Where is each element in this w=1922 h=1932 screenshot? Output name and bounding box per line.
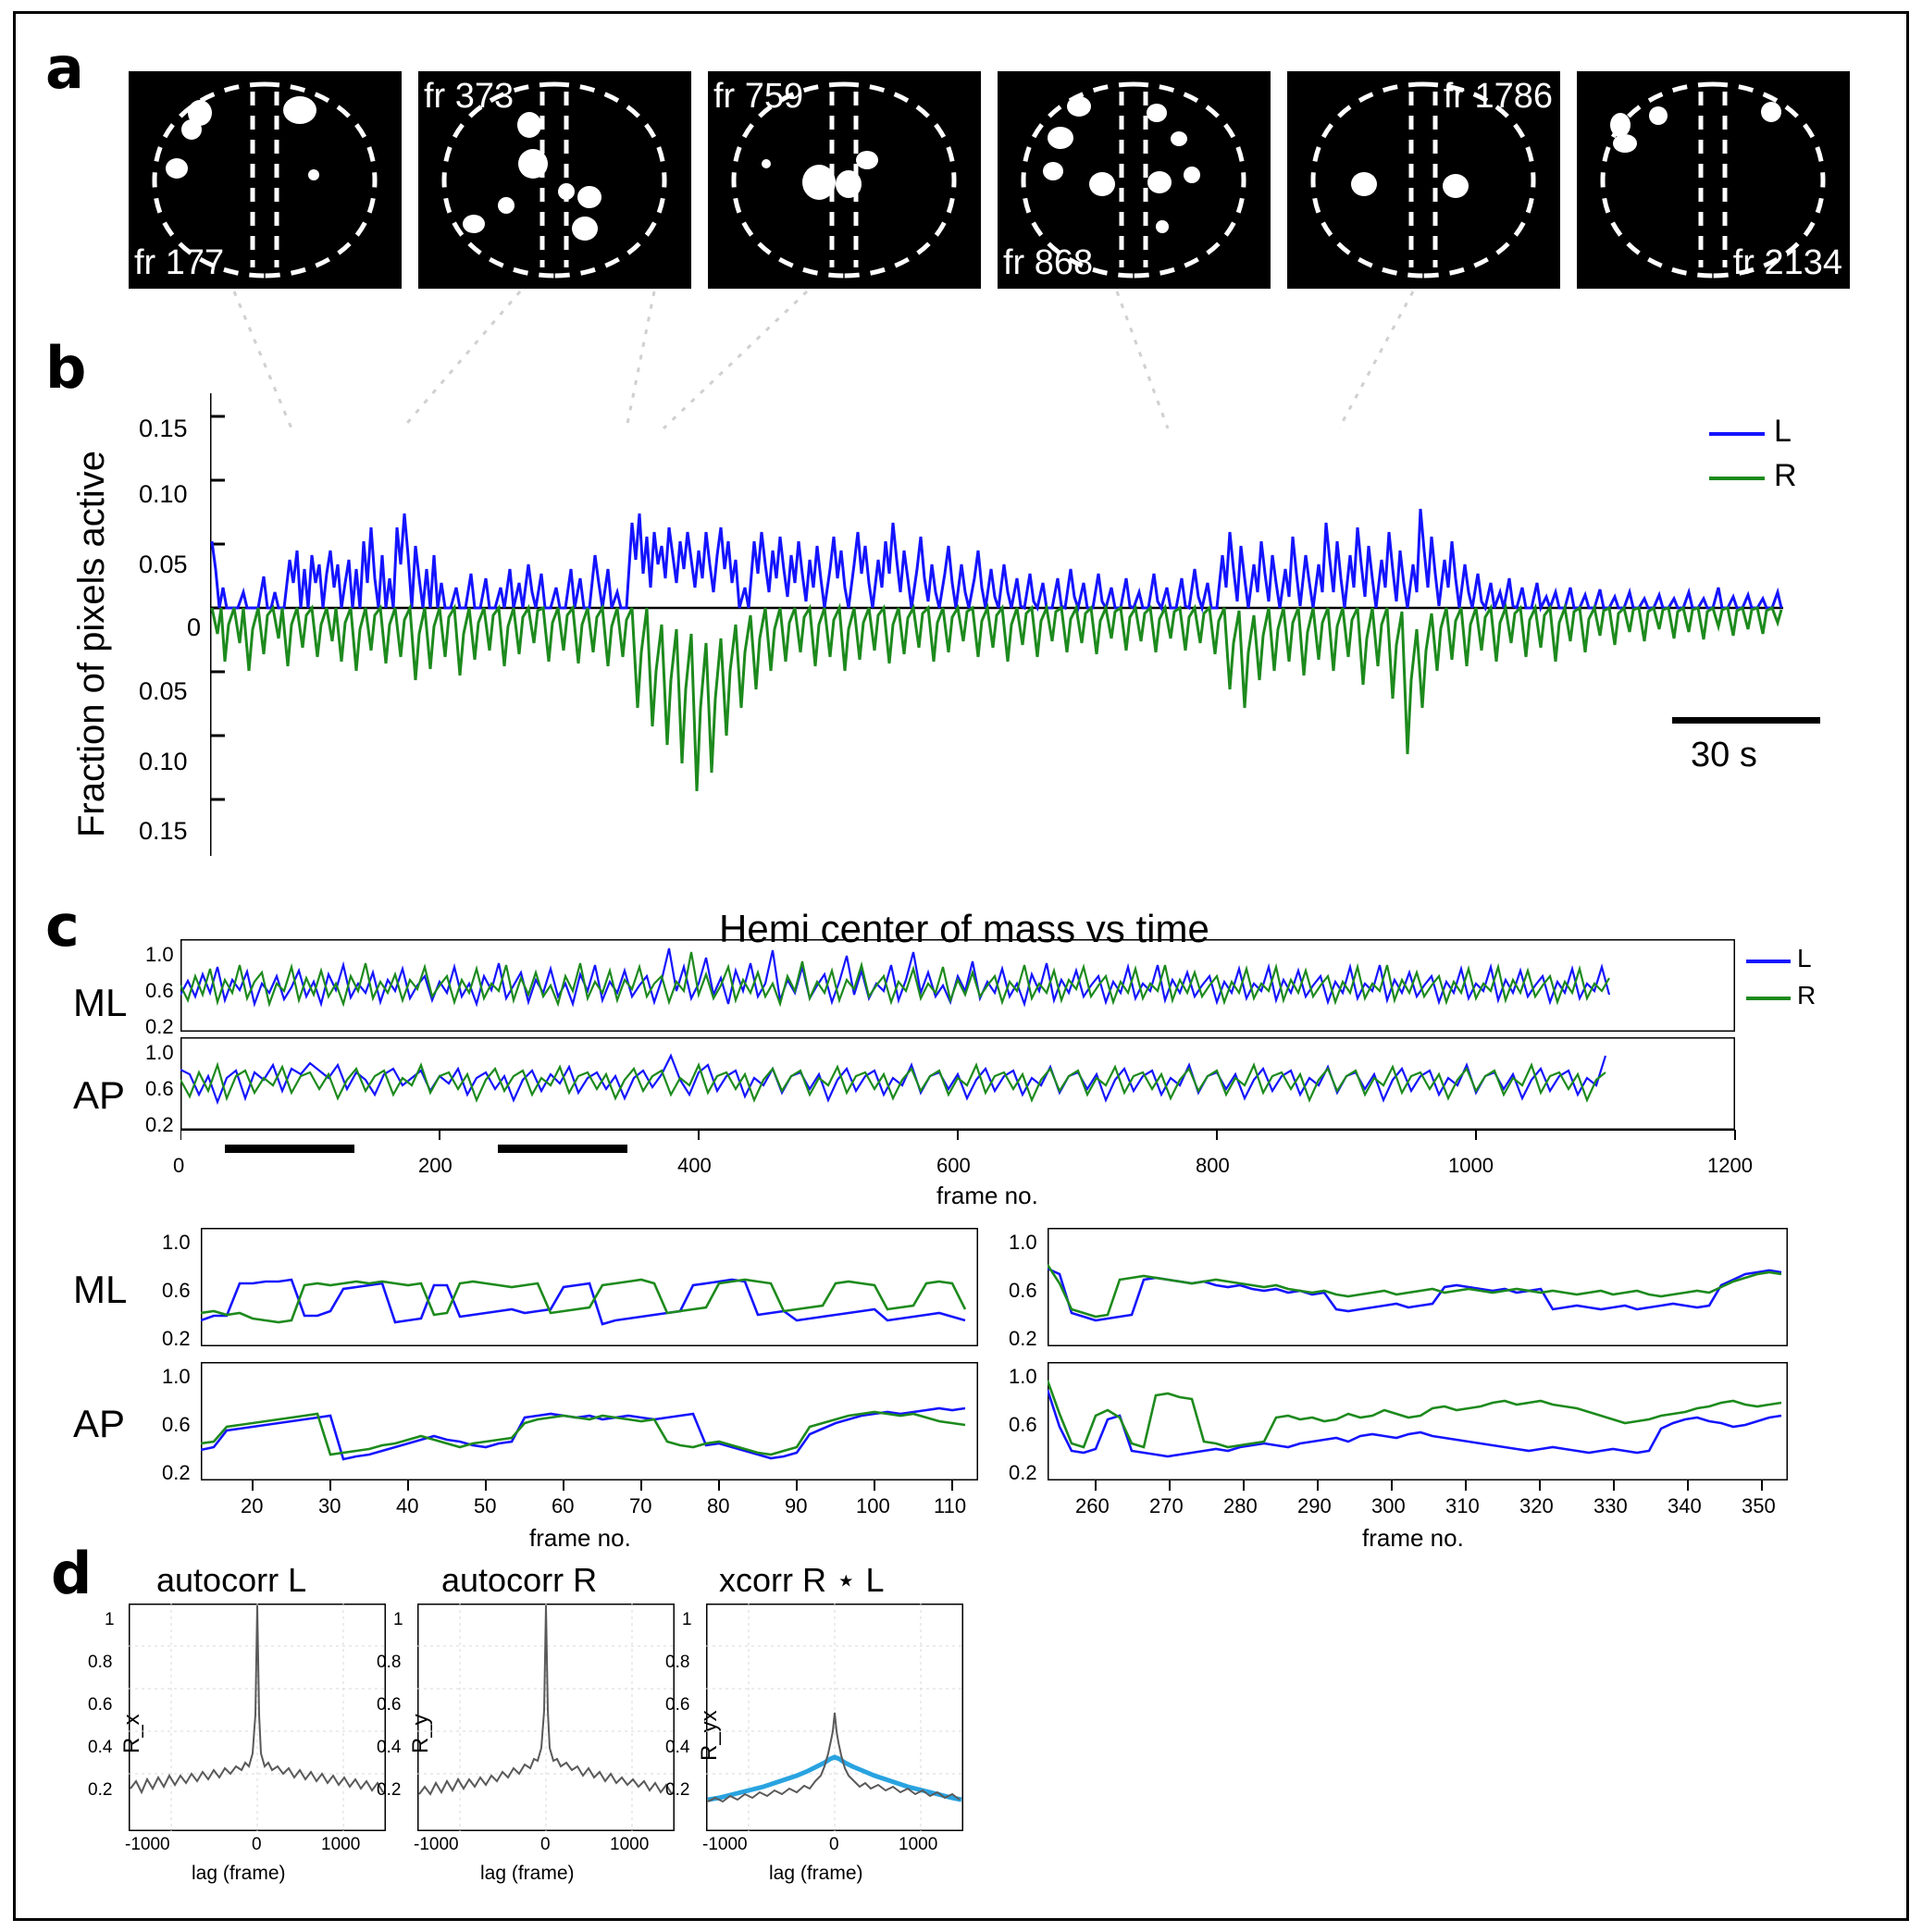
panel-c-zl-xtick-7: 90: [785, 1494, 808, 1517]
panel-c-zl-ml-ytick-0: 1.0: [162, 1231, 191, 1254]
panel-c-zoomright-ml-plot: [1048, 1228, 1788, 1346]
panel-c-zr-xtick-7: 330: [1593, 1494, 1628, 1517]
panel-c-overview-ap-plot: [180, 1037, 1735, 1130]
panel-c-zl-ml-ytick-2: 0.2: [162, 1327, 191, 1350]
panel-c-zr-xtick-3: 290: [1297, 1494, 1332, 1517]
panel-c-zl-ap-ytick-0: 1.0: [162, 1365, 191, 1388]
panel-b-ytick-1: 0.10: [139, 480, 188, 508]
panel-b-ytick-6: 0.15: [139, 817, 188, 845]
panel-c-zr-xtick-6: 320: [1519, 1494, 1554, 1517]
panel-d-ytick-2-2: 0.6: [665, 1695, 690, 1715]
brain-frame-label-0: fr 177: [134, 243, 225, 282]
panel-d-ytick-0-1: 0.8: [88, 1653, 113, 1672]
panel-c-legend-line-R: [1746, 997, 1791, 1000]
panel-c-zr-ap-ytick-2: 0.2: [1009, 1461, 1037, 1484]
panel-d-xtick-0-2: 1000: [321, 1835, 361, 1854]
panel-c-ov-xtick-3: 600: [936, 1154, 971, 1177]
panel-c-ov-xtick-4: 800: [1196, 1154, 1230, 1177]
panel-d-ylabel-0: R_x: [119, 1714, 144, 1753]
panel-c-ov-ap-ytick-2: 0.2: [145, 1113, 174, 1136]
panel-d-ytick-0-4: 0.2: [88, 1780, 113, 1800]
panel-c-zl-xtick-2: 40: [396, 1494, 419, 1517]
panel-c-zr-xtick-1: 270: [1149, 1494, 1184, 1517]
panel-d-ytick-0-0: 1: [105, 1610, 115, 1629]
panel-c-legend-label-L: L: [1797, 944, 1812, 972]
panel-c-ov-xtick-0: 0: [173, 1154, 185, 1177]
panel-d-ytick-2-4: 0.2: [665, 1780, 690, 1800]
panel-c-ov-ap-ytick-1: 0.6: [145, 1077, 174, 1100]
brain-frame-label-5: fr 2134: [1732, 243, 1842, 282]
panel-c-zoomright-xaxis: [1048, 1480, 1806, 1493]
panel-c-zl-xtick-3: 50: [474, 1494, 497, 1517]
panel-c-ov-ml-ytick-0: 1.0: [145, 943, 174, 966]
panel-c-zl-xtick-5: 70: [629, 1494, 652, 1517]
panel-c-ov-ml-ytick-2: 0.2: [145, 1015, 174, 1038]
brain-frame-label-1: fr 373: [424, 77, 515, 116]
panel-c-zl-ml-ytick-1: 0.6: [162, 1279, 191, 1302]
panel-d-title-2: xcorr R ⋆ L: [719, 1561, 885, 1599]
panel-c-ov-xtick-5: 1000: [1448, 1154, 1494, 1177]
panel-b-legend-label-R: R: [1774, 458, 1797, 493]
panel-c-zr-ml-ytick-2: 0.2: [1009, 1327, 1037, 1350]
panel-d-plot-2: [706, 1604, 963, 1831]
panel-d-xtick-2-2: 1000: [899, 1835, 938, 1854]
brain-frame-label-2: fr 759: [713, 77, 804, 116]
panel-c-ov-xtick-2: 400: [677, 1154, 712, 1177]
panel-c-zl-ap-ytick-1: 0.6: [162, 1413, 191, 1436]
panel-b-ytick-2: 0.05: [139, 551, 188, 578]
panel-d-xlabel-2: lag (frame): [769, 1863, 863, 1884]
panel-c-zr-xtick-8: 340: [1668, 1494, 1702, 1517]
panel-c-zl-xtick-0: 20: [241, 1494, 264, 1517]
panel-b-ytick-4: 0.05: [139, 677, 188, 705]
panel-d-ytick-2-3: 0.4: [665, 1738, 690, 1757]
panel-c-zr-xtick-2: 280: [1223, 1494, 1258, 1517]
panel-b-ytick-0: 0.15: [139, 415, 188, 442]
panel-c-zoom-row-label-ap: AP: [73, 1402, 126, 1445]
panel-c-ov-xlabel: frame no.: [936, 1182, 1038, 1209]
panel-c-ov-xtick-6: 1200: [1707, 1154, 1753, 1177]
panel-d-xlabel-0: lag (frame): [192, 1863, 286, 1884]
panel-b-legend-label-L: L: [1774, 414, 1792, 449]
panel-c-zoomleft-ml-plot: [201, 1228, 978, 1346]
panel-c-zl-xlabel: frame no.: [529, 1524, 631, 1552]
panel-d-ytick-1-4: 0.2: [377, 1780, 402, 1800]
panel-c-zl-xtick-6: 80: [707, 1494, 730, 1517]
panel-c-zr-ap-ytick-1: 0.6: [1009, 1413, 1037, 1436]
panel-c-zl-xtick-1: 30: [318, 1494, 341, 1517]
panel-b-ytick-3: 0: [187, 613, 202, 641]
panel-d-xtick-0-1: 0: [252, 1835, 262, 1854]
panel-c-zr-ml-ytick-1: 0.6: [1009, 1279, 1037, 1302]
panel-c-zl-xtick-9: 110: [934, 1494, 967, 1517]
panel-c-zr-xtick-0: 260: [1075, 1494, 1110, 1517]
panel-d-xtick-1-2: 1000: [610, 1835, 650, 1854]
panel-c-overview-ml-plot: [180, 939, 1735, 1032]
panel-c-overview-xaxis: [180, 1130, 1754, 1154]
panel-d-title-1: autocorr R: [441, 1561, 598, 1599]
panel-c-zl-ap-ytick-2: 0.2: [162, 1461, 191, 1484]
panel-b-ylabel: Fraction of pixels active: [71, 451, 112, 837]
panel-d-ytick-1-3: 0.4: [377, 1738, 402, 1757]
panel-c-ov-ap-ytick-0: 1.0: [145, 1041, 174, 1064]
panel-c-zr-xtick-9: 350: [1742, 1494, 1776, 1517]
panel-c-ov-ml-ytick-1: 0.6: [145, 979, 174, 1002]
panel-c-zoom-row-label-ml: ML: [73, 1268, 128, 1311]
panel-d-ylabel-2: R_yx: [697, 1710, 722, 1761]
panel-d-ytick-1-1: 0.8: [377, 1653, 402, 1672]
brain-frame-label-3: fr 868: [1003, 243, 1094, 282]
panel-d-ytick-1-2: 0.6: [377, 1695, 402, 1715]
panel-d-ylabel-1: R_y: [408, 1714, 433, 1753]
panel-c-title: Hemi center of mass vs time: [719, 907, 1209, 950]
panel-c-zr-xtick-5: 310: [1445, 1494, 1480, 1517]
panel-d-title-0: autocorr L: [156, 1561, 307, 1599]
panel-letter-a: a: [45, 34, 84, 102]
panel-d-plot-1: [417, 1604, 675, 1831]
brain-frame-label-4: fr 1786: [1443, 77, 1553, 116]
panel-c-row-label-ml: ML: [73, 981, 128, 1024]
panel-b-ytick-5: 0.10: [139, 748, 188, 775]
panel-letter-d: d: [51, 1540, 93, 1607]
panel-c-zl-xtick-8: 100: [856, 1494, 890, 1517]
panel-d-ytick-0-3: 0.4: [88, 1738, 113, 1757]
panel-c-zoomleft-xaxis: [201, 1480, 997, 1493]
panel-c-legend-label-R: R: [1797, 981, 1817, 1009]
panel-c-zr-xlabel: frame no.: [1362, 1524, 1464, 1552]
panel-c-ov-xtick-1: 200: [418, 1154, 453, 1177]
panel-d-xtick-1-0: -1000: [414, 1835, 459, 1854]
panel-d-xtick-0-0: -1000: [125, 1835, 170, 1854]
panel-d-xtick-2-1: 0: [829, 1835, 839, 1854]
panel-c-row-label-ap: AP: [73, 1073, 126, 1117]
panel-c-zr-ap-ytick-0: 1.0: [1009, 1365, 1037, 1388]
panel-d-xtick-2-0: -1000: [702, 1835, 748, 1854]
panel-letter-c: c: [45, 892, 80, 960]
panel-d-ytick-2-1: 0.8: [665, 1653, 690, 1672]
panel-letter-b: b: [45, 334, 87, 402]
panel-c-zr-ml-ytick-0: 1.0: [1009, 1231, 1037, 1254]
panel-d-xlabel-1: lag (frame): [480, 1863, 575, 1884]
panel-d-ytick-1-0: 1: [393, 1610, 403, 1629]
panel-c-zoomleft-ap-plot: [201, 1362, 978, 1480]
panel-c-zr-xtick-4: 300: [1371, 1494, 1406, 1517]
panel-b-plot: [210, 393, 1783, 856]
panel-d-ytick-2-0: 1: [682, 1610, 692, 1629]
panel-b-scalebar: [1672, 717, 1820, 724]
panel-b-scalebar-label: 30 s: [1691, 736, 1757, 774]
panel-c-legend-line-L: [1746, 960, 1791, 963]
figure-frame: [13, 11, 1909, 1921]
panel-d-xtick-1-1: 0: [540, 1835, 551, 1854]
panel-d-plot-0: [129, 1604, 386, 1831]
panel-d-ytick-0-2: 0.6: [88, 1695, 113, 1715]
panel-c-zl-xtick-4: 60: [552, 1494, 575, 1517]
panel-c-zoomright-ap-plot: [1048, 1362, 1788, 1480]
